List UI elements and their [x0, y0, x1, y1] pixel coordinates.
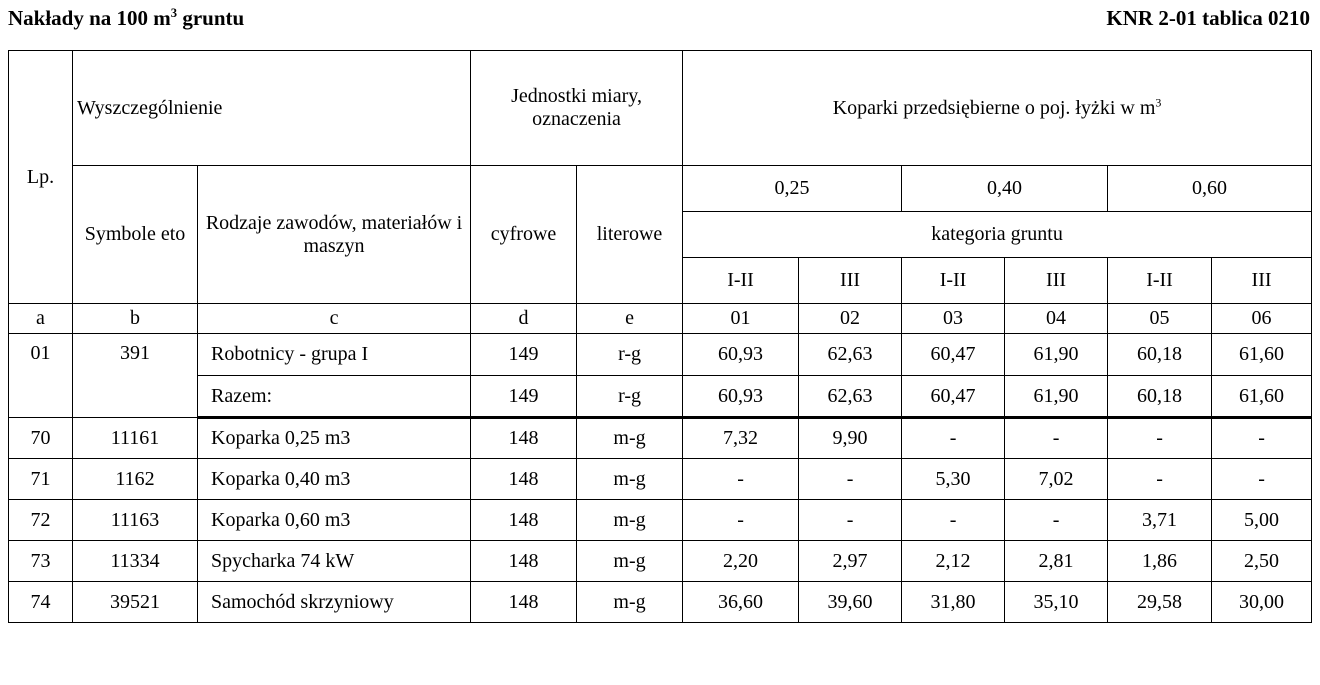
- row-name: Koparka 0,25 m3: [198, 418, 471, 459]
- row-value: 60,47: [902, 334, 1005, 376]
- row-symbol: 11161: [73, 418, 198, 459]
- column-letter: 04: [1005, 304, 1108, 334]
- row-value: 60,47: [902, 376, 1005, 418]
- row-lp: 72: [9, 500, 73, 541]
- header-symbole: Symbole eto: [73, 166, 198, 304]
- header-table-reference: KNR 2-01 tablica 0210: [1106, 6, 1310, 30]
- row-value: 29,58: [1108, 582, 1212, 623]
- row-value: 62,63: [799, 334, 902, 376]
- column-letter: 02: [799, 304, 902, 334]
- row-value: 62,63: [799, 376, 902, 418]
- row-lp: 74: [9, 582, 73, 623]
- row-value: -: [683, 459, 799, 500]
- table-row: [9, 582, 1312, 623]
- row-value: -: [799, 459, 902, 500]
- row-value: 61,90: [1005, 334, 1108, 376]
- column-letter: a: [9, 304, 73, 334]
- header-category: I-II: [1108, 258, 1212, 304]
- header-capacity: 0,25: [683, 166, 902, 212]
- row-name: Koparka 0,40 m3: [198, 459, 471, 500]
- row-value: -: [1212, 418, 1312, 459]
- header-koparki-text: Koparki przedsiębierne o poj. łyżki w m: [832, 96, 1156, 119]
- row-cyfrowe: 148: [471, 582, 577, 623]
- row-value: 36,60: [683, 582, 799, 623]
- header-category: I-II: [902, 258, 1005, 304]
- row-literowe: m-g: [577, 500, 683, 541]
- column-letter: e: [577, 304, 683, 334]
- row-symbol: 39521: [73, 582, 198, 623]
- row-value: -: [799, 500, 902, 541]
- header-category: III: [799, 258, 902, 304]
- row-literowe: m-g: [577, 418, 683, 459]
- row-name: Razem:: [198, 376, 471, 418]
- row-cyfrowe: 149: [471, 334, 577, 376]
- row-value: 2,12: [902, 541, 1005, 582]
- header-title-prefix: Nakłady na 100 m: [8, 6, 171, 30]
- row-cyfrowe: 148: [471, 500, 577, 541]
- table-row: [9, 459, 1312, 500]
- row-literowe: m-g: [577, 459, 683, 500]
- header-literowe: literowe: [577, 166, 683, 304]
- header-category: III: [1212, 258, 1312, 304]
- table-row: [9, 541, 1312, 582]
- row-value: 7,32: [683, 418, 799, 459]
- row-symbol: 391: [73, 334, 198, 418]
- header-category: III: [1005, 258, 1108, 304]
- header-koparki: [683, 51, 1312, 166]
- row-value: 39,60: [799, 582, 902, 623]
- row-value: 60,18: [1108, 376, 1212, 418]
- row-value: 60,93: [683, 376, 799, 418]
- column-letter: 06: [1212, 304, 1312, 334]
- header-rodzaje: Rodzaje zawodów, materiałów i maszyn: [198, 166, 471, 304]
- row-value: -: [1212, 459, 1312, 500]
- column-letter: 01: [683, 304, 799, 334]
- column-letter: c: [198, 304, 471, 334]
- header-wyszczegolnienie: Wyszczególnienie: [73, 51, 471, 166]
- header-capacity: 0,40: [902, 166, 1108, 212]
- row-literowe: r-g: [577, 376, 683, 418]
- column-letter: b: [73, 304, 198, 334]
- header-lp: Lp.: [9, 51, 73, 304]
- header-kategoria: kategoria gruntu: [683, 212, 1312, 258]
- table-row-razem: [9, 376, 1312, 418]
- header-category: I-II: [683, 258, 799, 304]
- header-cyfrowe: cyfrowe: [471, 166, 577, 304]
- column-letter: 03: [902, 304, 1005, 334]
- row-name: Samochód skrzyniowy: [198, 582, 471, 623]
- header-koparki-sup: 3: [1155, 94, 1162, 109]
- header-title-suffix: gruntu: [177, 6, 245, 30]
- header-capacity: 0,60: [1108, 166, 1312, 212]
- row-name: Koparka 0,60 m3: [198, 500, 471, 541]
- table-row: [9, 334, 1312, 376]
- row-cyfrowe: 148: [471, 459, 577, 500]
- row-value: 35,10: [1005, 582, 1108, 623]
- row-value: -: [1005, 500, 1108, 541]
- row-value: 61,90: [1005, 376, 1108, 418]
- row-value: 61,60: [1212, 334, 1312, 376]
- row-value: -: [683, 500, 799, 541]
- row-value: -: [1108, 459, 1212, 500]
- row-lp: 01: [9, 334, 73, 418]
- row-symbol: 11334: [73, 541, 198, 582]
- page-header: [8, 6, 1310, 40]
- row-name: Robotnicy - grupa I: [198, 334, 471, 376]
- row-cyfrowe: 148: [471, 541, 577, 582]
- row-value: 61,60: [1212, 376, 1312, 418]
- column-letters-row: [9, 304, 1312, 334]
- row-value: 7,02: [1005, 459, 1108, 500]
- row-value: 5,00: [1212, 500, 1312, 541]
- table-row: [9, 418, 1312, 459]
- row-value: 31,80: [902, 582, 1005, 623]
- norms-table: [8, 50, 1312, 623]
- row-lp: 70: [9, 418, 73, 459]
- header-jednostki: Jednostki miary, oznaczenia: [471, 51, 683, 166]
- header-title: [8, 6, 244, 31]
- row-lp: 73: [9, 541, 73, 582]
- row-cyfrowe: 148: [471, 418, 577, 459]
- row-value: 2,20: [683, 541, 799, 582]
- row-name: Spycharka 74 kW: [198, 541, 471, 582]
- row-value: -: [1108, 418, 1212, 459]
- row-value: 9,90: [799, 418, 902, 459]
- row-literowe: m-g: [577, 541, 683, 582]
- row-literowe: r-g: [577, 334, 683, 376]
- row-value: -: [902, 418, 1005, 459]
- row-value: 2,97: [799, 541, 902, 582]
- header-title-sup: 3: [170, 6, 178, 20]
- row-value: 2,50: [1212, 541, 1312, 582]
- row-lp: 71: [9, 459, 73, 500]
- column-letter: d: [471, 304, 577, 334]
- row-literowe: m-g: [577, 582, 683, 623]
- row-symbol: 1162: [73, 459, 198, 500]
- row-value: 2,81: [1005, 541, 1108, 582]
- row-value: -: [902, 500, 1005, 541]
- row-value: 60,93: [683, 334, 799, 376]
- row-value: 60,18: [1108, 334, 1212, 376]
- row-cyfrowe: 149: [471, 376, 577, 418]
- table-row: [9, 500, 1312, 541]
- row-value: 1,86: [1108, 541, 1212, 582]
- column-letter: 05: [1108, 304, 1212, 334]
- row-value: 30,00: [1212, 582, 1312, 623]
- row-value: 3,71: [1108, 500, 1212, 541]
- row-value: 5,30: [902, 459, 1005, 500]
- row-value: -: [1005, 418, 1108, 459]
- row-symbol: 11163: [73, 500, 198, 541]
